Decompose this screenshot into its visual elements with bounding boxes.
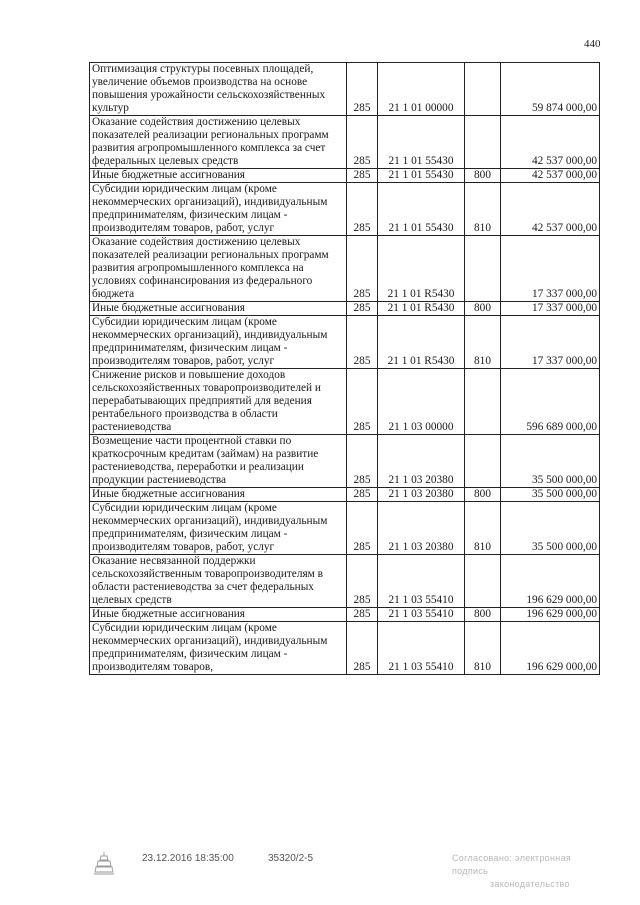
row-vr: 800 [465, 302, 501, 316]
row-name: Субсидии юридическим лицам (кроме некоммерческих организаций), индивидуальным предпринимателям, физическим лицам - производителям товаров, [90, 622, 347, 675]
table-row [90, 555, 600, 608]
row-ved: 285 [347, 236, 378, 302]
row-vr: 810 [465, 316, 501, 369]
row-vr: 800 [465, 608, 501, 622]
document-logo-icon [93, 850, 115, 876]
table-row [90, 502, 600, 555]
row-name: Оказание содействия достижению целевых показателей реализации региональных программ развития агропромышленного комплекса за счет федеральных целевых средств [90, 116, 347, 169]
row-vr [465, 435, 501, 488]
row-vr [465, 369, 501, 435]
row-vr: 810 [465, 502, 501, 555]
row-name: Иные бюджетные ассигнования [90, 488, 347, 502]
table-row [90, 435, 600, 488]
row-sum: 42 537 000,00 [501, 169, 600, 183]
row-ved: 285 [347, 183, 378, 236]
row-ved: 285 [347, 316, 378, 369]
row-ved: 285 [347, 435, 378, 488]
row-vr [465, 555, 501, 608]
row-csr: 21 1 03 55410 [378, 555, 465, 608]
table-row [90, 116, 600, 169]
row-csr: 21 1 01 00000 [378, 63, 465, 116]
row-csr: 21 1 01 R5430 [378, 316, 465, 369]
row-csr: 21 1 01 55430 [378, 183, 465, 236]
row-sum: 42 537 000,00 [501, 116, 600, 169]
page-number: 440 [584, 38, 601, 50]
table-row [90, 369, 600, 435]
budget-table-body [90, 63, 600, 675]
row-sum: 42 537 000,00 [501, 183, 600, 236]
table-row [90, 302, 600, 316]
table-row [90, 622, 600, 675]
budget-table [89, 62, 600, 675]
table-row [90, 488, 600, 502]
row-sum: 35 500 000,00 [501, 435, 600, 488]
stamp-line-1: Согласовано: электронная подпись [452, 853, 571, 876]
row-csr: 21 1 03 00000 [378, 369, 465, 435]
row-vr [465, 116, 501, 169]
row-name: Возмещение части процентной ставки по краткосрочным кредитам (займам) на развитие растениеводства, переработки и реализации продукции растениеводства [90, 435, 347, 488]
row-sum: 17 337 000,00 [501, 236, 600, 302]
row-vr [465, 236, 501, 302]
row-name: Субсидии юридическим лицам (кроме некоммерческих организаций), индивидуальным предпринимателям, физическим лицам - производителям товаров, работ, услуг [90, 316, 347, 369]
footer-doc-code: 35320/2-5 [268, 853, 314, 864]
table-row [90, 63, 600, 116]
stamp-line-2: законодательство [490, 879, 570, 889]
row-ved: 285 [347, 555, 378, 608]
row-sum: 17 337 000,00 [501, 302, 600, 316]
row-vr: 800 [465, 169, 501, 183]
table-row [90, 608, 600, 622]
row-vr: 810 [465, 622, 501, 675]
row-name: Субсидии юридическим лицам (кроме некоммерческих организаций), индивидуальным предпринимателям, физическим лицам - производителям товаров, работ, услуг [90, 183, 347, 236]
row-sum: 196 629 000,00 [501, 608, 600, 622]
row-ved: 285 [347, 169, 378, 183]
row-vr [465, 63, 501, 116]
row-name: Оказание несвязанной поддержки сельскохозяйственным товаропроизводителям в области растениеводства за счет федеральных целевых средств [90, 555, 347, 608]
row-sum: 196 629 000,00 [501, 555, 600, 608]
row-csr: 21 1 01 R5430 [378, 302, 465, 316]
row-csr: 21 1 03 20380 [378, 502, 465, 555]
row-sum: 196 629 000,00 [501, 622, 600, 675]
row-vr: 800 [465, 488, 501, 502]
row-sum: 35 500 000,00 [501, 488, 600, 502]
row-csr: 21 1 01 55430 [378, 116, 465, 169]
row-ved: 285 [347, 116, 378, 169]
row-sum: 35 500 000,00 [501, 502, 600, 555]
row-sum: 17 337 000,00 [501, 316, 600, 369]
row-name: Иные бюджетные ассигнования [90, 608, 347, 622]
row-ved: 285 [347, 369, 378, 435]
table-row [90, 236, 600, 302]
row-csr: 21 1 03 20380 [378, 435, 465, 488]
table-row [90, 183, 600, 236]
row-ved: 285 [347, 622, 378, 675]
row-vr: 810 [465, 183, 501, 236]
row-ved: 285 [347, 63, 378, 116]
row-ved: 285 [347, 488, 378, 502]
row-name: Иные бюджетные ассигнования [90, 169, 347, 183]
row-name: Субсидии юридическим лицам (кроме некоммерческих организаций), индивидуальным предпринимателям, физическим лицам - производителям товаров, работ, услуг [90, 502, 347, 555]
row-csr: 21 1 03 20380 [378, 488, 465, 502]
row-csr: 21 1 03 55410 [378, 622, 465, 675]
electronic-signature-stamp [452, 852, 602, 891]
row-name: Оптимизация структуры посевных площадей, увеличение объемов производства на основе повышения урожайности сельскохозяйственных культур [90, 63, 347, 116]
row-csr: 21 1 03 55410 [378, 608, 465, 622]
footer-datetime: 23.12.2016 18:35:00 [142, 853, 234, 864]
table-row [90, 316, 600, 369]
row-ved: 285 [347, 608, 378, 622]
row-csr: 21 1 01 55430 [378, 169, 465, 183]
row-sum: 596 689 000,00 [501, 369, 600, 435]
row-name: Иные бюджетные ассигнования [90, 302, 347, 316]
row-csr: 21 1 01 R5430 [378, 236, 465, 302]
table-row [90, 169, 600, 183]
row-name: Оказание содействия достижению целевых показателей реализации региональных программ развития агропромышленного комплекса на условиях софинансирования из федерального бюджета [90, 236, 347, 302]
row-ved: 285 [347, 502, 378, 555]
row-name: Снижение рисков и повышение доходов сельскохозяйственных товаропроизводителей и перерабатывающих предприятий для ведения рентабельного производства в области растениеводства [90, 369, 347, 435]
row-sum: 59 874 000,00 [501, 63, 600, 116]
row-ved: 285 [347, 302, 378, 316]
